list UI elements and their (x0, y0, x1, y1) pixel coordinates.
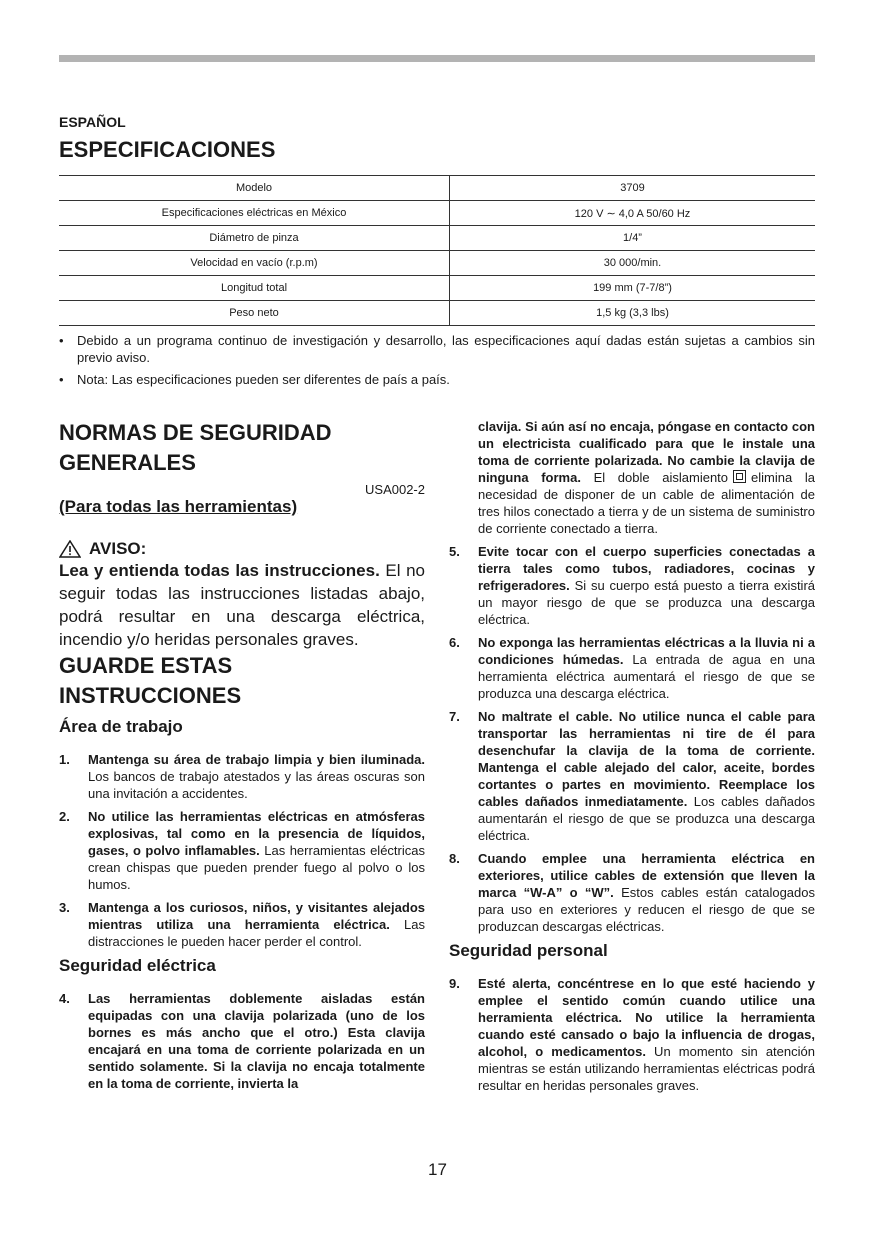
warning-heading (59, 539, 425, 559)
list-item (449, 634, 815, 702)
electrical-safety-heading: Seguridad eléctrica (59, 956, 216, 975)
spec-label: Longitud total (59, 276, 450, 301)
item-number: 6. (449, 635, 460, 650)
warning-text (59, 559, 425, 651)
item-text: Las herramientas eléctricas crean chispas que pueden prender fuego al polvo o los humos. (88, 843, 425, 892)
item-bold: clavija. Si aún así no encaja, póngase en contacto con un electricista cualificado para que le instale una toma de corriente polarizada. No cambie la clavija de ninguna forma. (478, 419, 815, 485)
spec-label: Modelo (59, 176, 450, 201)
item-text: Estos cables están catalogados para uso en exteriores y reducen el riesgo de que se produzcan descargas eléctricas. (478, 885, 815, 934)
item-number: 9. (449, 976, 460, 991)
personal-safety-list (449, 975, 815, 1094)
spec-notes (59, 332, 815, 393)
spec-value: 1,5 kg (3,3 lbs) (450, 301, 816, 326)
spec-value: 120 V ∼ 4,0 A 50/60 Hz (450, 201, 816, 226)
note-item: • Nota: Las especificaciones pueden ser diferentes de país a país. (59, 371, 815, 388)
item-bold: Evite tocar con el cuerpo superficies conectadas a tierra tales como tubos, radiadores, cocinas y refrigeradores. (478, 544, 815, 593)
warning-body: El no seguir todas las instrucciones listadas abajo, podrá resultar en una descarga eléctrica, incendio y/o heridas personales graves. (59, 561, 425, 649)
list-item (59, 899, 425, 950)
table-row (59, 301, 815, 326)
table-row (59, 226, 815, 251)
guarde-line1: GUARDE ESTAS (59, 653, 233, 678)
warning-bold: Lea y entienda todas las instrucciones. (59, 561, 380, 580)
header-rule (59, 55, 815, 62)
item-bold: No utilice las herramientas eléctricas en atmósferas explosivas, tal como en la presencia de líquidos, gases, o polvo inflamables. (88, 809, 425, 858)
list-item (449, 850, 815, 935)
spec-value: 1/4” (450, 226, 816, 251)
item-text: Un momento sin atención mientras se están utilizando herramientas eléctricas podrá resultar en heridas personales graves. (478, 1044, 815, 1093)
personal-safety-heading: Seguridad personal (449, 941, 608, 960)
item-text: Si su cuerpo está puesto a tierra existirá un mayor riesgo de que se produzca una descarga eléctrica. (478, 578, 815, 627)
item-text: Los cables dañados aumentarán el riesgo de que se produzca una descarga eléctrica. (478, 794, 815, 843)
item-bold: Mantenga a los curiosos, niños, y visitantes alejados mientras utiliza una herramienta eléctrica. (88, 900, 425, 932)
note-item: • Debido a un programa continuo de investigación y desarrollo, las especificaciones aquí dadas están sujetas a cambios sin previo aviso. (59, 332, 815, 366)
item-number: 2. (59, 809, 70, 824)
spec-label: Diámetro de pinza (59, 226, 450, 251)
item-bold: Las herramientas doblemente aisladas están equipadas con una clavija polarizada (uno de los bornes es más ancho que el otro.) Esta clavija encajará en una toma de corriente polarizada en un sentido solamente. Si la clavija no encaja totalmente en la toma de corriente, invierta la (88, 991, 425, 1091)
spec-value: 30 000/min. (450, 251, 816, 276)
table-row (59, 201, 815, 226)
spec-label: Peso neto (59, 301, 450, 326)
electrical-list-right (449, 543, 815, 935)
item-bold: Esté alerta, concéntrese en lo que esté haciendo y emplee el sentido común cuando utilice una herramienta eléctrica. No utilice la herramienta cuando esté cansado o bajo la influencia de drogas, alcohol, o medicamentos. (478, 976, 815, 1059)
table-row (59, 251, 815, 276)
list-item-continuation (449, 418, 815, 537)
spec-value: 3709 (450, 176, 816, 201)
item-number: 1. (59, 752, 70, 767)
table-row (59, 176, 815, 201)
warning-label: AVISO: (89, 539, 147, 558)
item-text: Los bancos de trabajo atestados y las áreas oscuras son una invitación a accidentes. (88, 769, 425, 801)
spec-title: ESPECIFICACIONES (59, 137, 276, 162)
list-item (59, 990, 425, 1092)
item-number: 3. (59, 900, 70, 915)
specs-table (59, 175, 815, 326)
table-row (59, 276, 815, 301)
item-text: elimina la necesidad de disponer de un cable de alimentación de tres hilos conectado a tierra y de un sistema de suministro de corriente conectado a tierra. (478, 470, 815, 536)
spec-label: Especificaciones eléctricas en México (59, 201, 450, 226)
left-column (59, 418, 425, 1098)
list-item (449, 543, 815, 628)
spec-value: 199 mm (7-7/8”) (450, 276, 816, 301)
warning-triangle-icon (59, 540, 81, 558)
item-bold: No maltrate el cable. No utilice nunca el cable para transportar las herramientas ni tire de él para desenchufar la clavija de la toma de corriente. Mantenga el cable alejado del calor, aceite, bordes cortantes o partes en movimiento. Reemplace los cables dañados inmediatamente. (478, 709, 815, 809)
item-number: 4. (59, 991, 70, 1006)
safety-title-line2: GENERALES (59, 450, 196, 475)
item-bold: No exponga las herramientas eléctricas a la lluvia ni a condiciones húmedas. (478, 635, 815, 667)
double-insulation-icon (733, 470, 746, 483)
item-number: 7. (449, 709, 460, 724)
list-item (449, 708, 815, 844)
item-text: La entrada de agua en una herramienta eléctrica aumentará el riesgo de que se produzca una descarga eléctrica. (478, 652, 815, 701)
work-area-heading: Área de trabajo (59, 717, 183, 736)
safety-title (59, 418, 425, 478)
item-number: 8. (449, 851, 460, 866)
electrical-list-left (59, 990, 425, 1092)
item-text: Las distracciones le pueden hacer perder el control. (88, 917, 425, 949)
language-label: ESPAÑOL (59, 114, 126, 130)
guarde-line2: INSTRUCCIONES (59, 683, 242, 708)
work-area-list (59, 751, 425, 950)
doc-code: USA002-2 (365, 482, 425, 497)
item-bold: Mantenga su área de trabajo limpia y bien iluminada. (88, 752, 425, 767)
spec-label: Velocidad en vacío (r.p.m) (59, 251, 450, 276)
list-item (59, 751, 425, 802)
list-item (449, 975, 815, 1094)
item-text: El doble aislamiento (580, 470, 729, 485)
safety-title-line1: NORMAS DE SEGURIDAD (59, 420, 332, 445)
right-column (449, 418, 815, 1100)
item-number: 5. (449, 544, 460, 559)
list-item (59, 808, 425, 893)
item-bold: Cuando emplee una herramienta eléctrica en exteriores, utilice cables de extensión que lleven la marca “W-A” o “W”. (478, 851, 815, 900)
for-all-tools-heading: (Para todas las herramientas) (59, 497, 298, 516)
save-instructions-title (59, 651, 425, 711)
page-number: 17 (428, 1160, 447, 1179)
